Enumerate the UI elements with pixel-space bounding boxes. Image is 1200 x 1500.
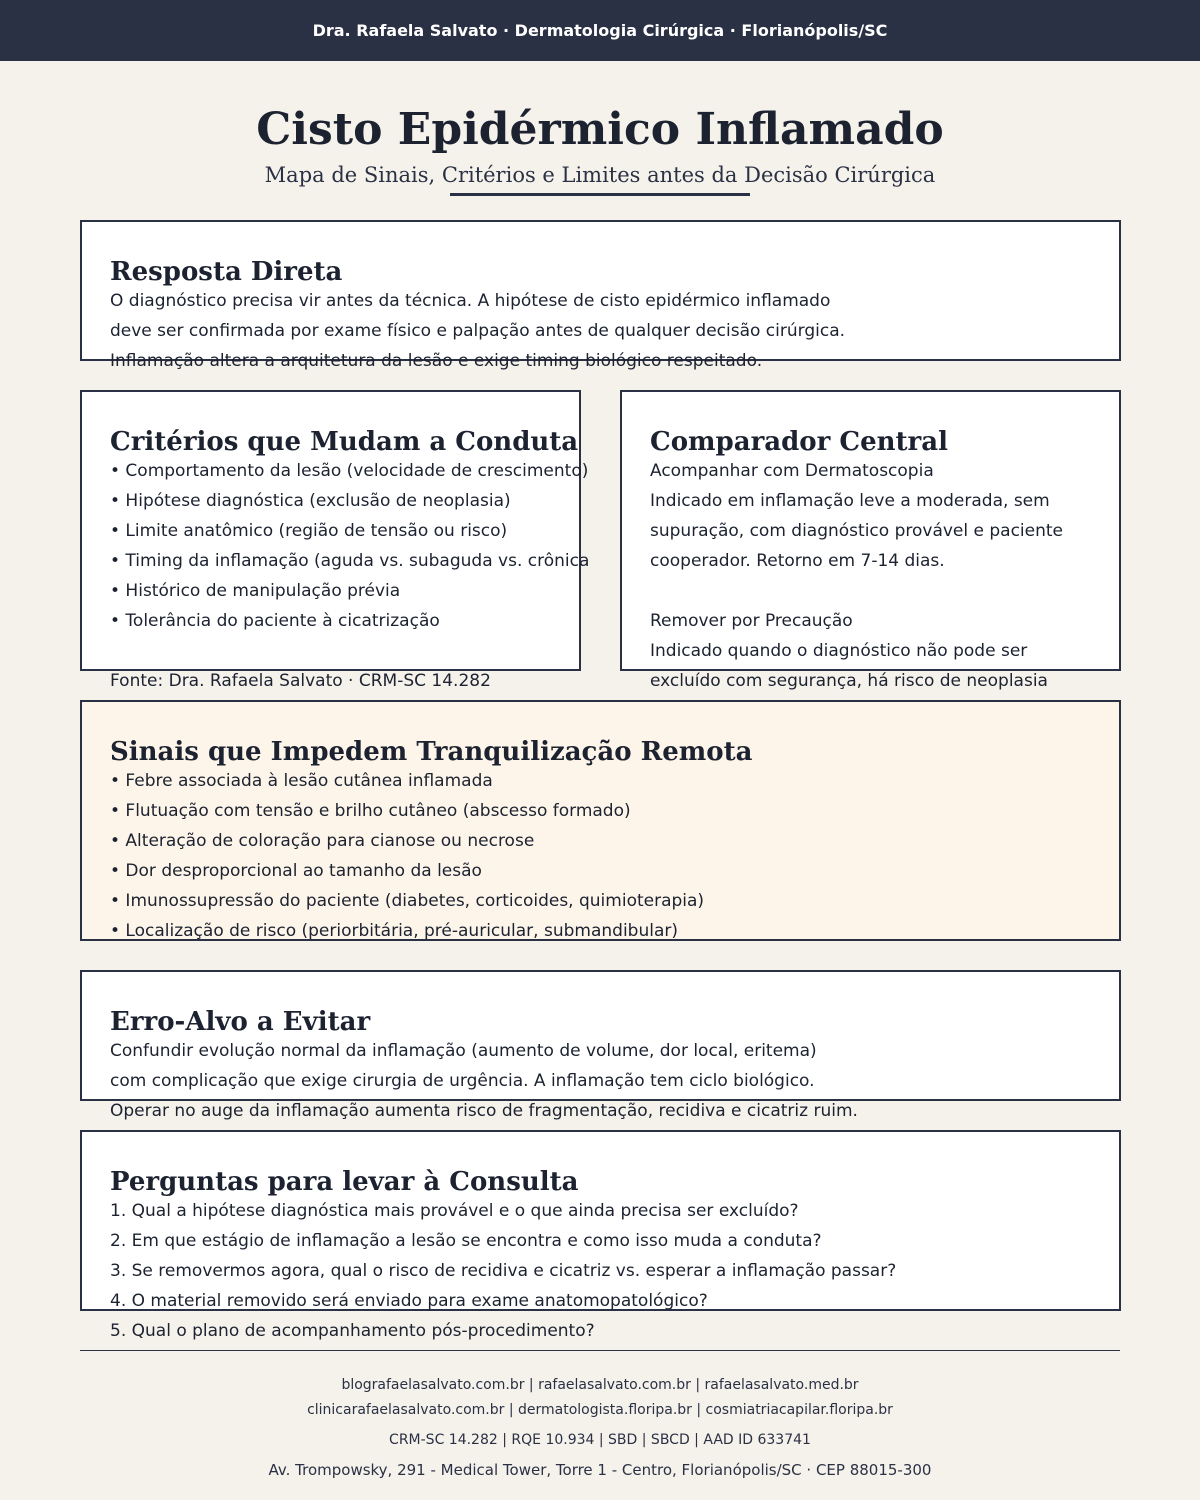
warning-signs-heading: Sinais que Impedem Tranquilização Remota <box>110 737 753 767</box>
list-item: 4. O material removido será enviado para exame anatomopatológico? <box>110 1291 708 1311</box>
text-line: excluído com segurança, há risco de neoplasia <box>650 671 1048 691</box>
list-item: • Tolerância do paciente à cicatrização <box>110 611 440 631</box>
header-bar <box>0 0 1200 61</box>
footer-address: Av. Trompowsky, 291 - Medical Tower, Torre 1 - Centro, Florianópolis/SC · CEP 88015-300 <box>268 1461 932 1479</box>
target-error-card <box>80 970 1121 1121</box>
footer-divider <box>80 1350 1120 1351</box>
list-item: • Alteração de coloração para cianose ou necrose <box>110 831 535 851</box>
direct-answer-heading: Resposta Direta <box>110 257 343 287</box>
text-line: cooperador. Retorno em 7-14 dias. <box>650 551 945 571</box>
list-item: • Comportamento da lesão (velocidade de crescimento) <box>110 461 589 481</box>
text-line: Confundir evolução normal da inflamação (aumento de volume, dor local, eritema) <box>110 1041 817 1061</box>
list-item: • Febre associada à lesão cutânea inflamada <box>110 771 493 791</box>
list-item: • Hipótese diagnóstica (exclusão de neoplasia) <box>110 491 511 511</box>
option-title: Acompanhar com Dermatoscopia <box>650 461 934 481</box>
direct-answer-card <box>80 220 1121 371</box>
criteria-heading: Critérios que Mudam a Conduta <box>110 427 579 457</box>
page-subtitle: Mapa de Sinais, Critérios e Limites antes da Decisão Cirúrgica <box>264 163 936 187</box>
spacer-line <box>650 576 1063 606</box>
list-item: • Timing da inflamação (aguda vs. subaguda vs. crônica <box>110 551 590 571</box>
source-line: Fonte: Dra. Rafaela Salvato · CRM-SC 14.282 <box>110 671 491 691</box>
subtitle-underline <box>450 193 750 196</box>
text-line: Indicado em inflamação leve a moderada, sem <box>650 491 1050 511</box>
text-line: Operar no auge da inflamação aumenta risco de fragmentação, recidiva e cicatriz ruim. <box>110 1101 858 1121</box>
footer-registry: CRM-SC 14.282 | RQE 10.934 | SBD | SBCD | AAD ID 633741 <box>389 1432 811 1448</box>
questions-list <box>110 1196 896 1346</box>
target-error-text <box>110 1036 858 1126</box>
list-item: 2. Em que estágio de inflamação a lesão se encontra e como isso muda a conduta? <box>110 1231 822 1251</box>
option-title: Remover por Precaução <box>650 611 853 631</box>
warning-signs-card <box>80 700 1121 941</box>
text-line: Inflamação altera a arquitetura da lesão e exige timing biológico respeitado. <box>110 351 763 371</box>
warning-signs-list <box>110 766 704 946</box>
direct-answer-text <box>110 286 845 376</box>
list-item: • Histórico de manipulação prévia <box>110 581 401 601</box>
page-title: Cisto Epidérmico Inflamado <box>256 104 944 155</box>
list-item: 1. Qual a hipótese diagnóstica mais provável e o que ainda precisa ser excluído? <box>110 1201 799 1221</box>
text-line: supuração, com diagnóstico provável e paciente <box>650 521 1064 541</box>
footer-sites-line-1: blografaelasalvato.com.br | rafaelasalvato.com.br | rafaelasalvato.med.br <box>341 1377 859 1393</box>
text-line: O diagnóstico precisa vir antes da técnica. A hipótese de cisto epidérmico inflamado <box>110 291 831 311</box>
list-item: 3. Se removermos agora, qual o risco de recidiva e cicatriz vs. esperar a inflamação passar? <box>110 1261 897 1281</box>
header-bar-text: Dra. Rafaela Salvato · Dermatologia Cirúrgica · Florianópolis/SC <box>312 21 888 40</box>
comparator-heading: Comparador Central <box>650 427 948 457</box>
text-line: deve ser confirmada por exame físico e palpação antes de qualquer decisão cirúrgica. <box>110 321 846 341</box>
list-item: 5. Qual o plano de acompanhamento pós-procedimento? <box>110 1321 595 1341</box>
footer-sites-line-2: clinicarafaelasalvato.com.br | dermatologista.floripa.br | cosmiatriacapilar.floripa.br <box>307 1402 893 1418</box>
list-item: • Localização de risco (periorbitária, pré-auricular, submandibular) <box>110 921 678 941</box>
criteria-list <box>110 456 589 696</box>
spacer-line <box>110 636 589 666</box>
questions-heading: Perguntas para levar à Consulta <box>110 1167 579 1197</box>
comparator-card <box>620 390 1121 691</box>
text-line: Indicado quando o diagnóstico não pode ser <box>650 641 1028 661</box>
target-error-heading: Erro-Alvo a Evitar <box>110 1007 371 1037</box>
list-item: • Flutuação com tensão e brilho cutâneo (abscesso formado) <box>110 801 631 821</box>
criteria-card <box>80 390 590 691</box>
list-item: • Imunossupressão do paciente (diabetes, corticoides, quimioterapia) <box>110 891 705 911</box>
text-line: com complicação que exige cirurgia de urgência. A inflamação tem ciclo biológico. <box>110 1071 815 1091</box>
comparator-text <box>650 456 1063 726</box>
list-item: • Dor desproporcional ao tamanho da lesão <box>110 861 482 881</box>
list-item: • Limite anatômico (região de tensão ou risco) <box>110 521 508 541</box>
questions-card <box>80 1130 1121 1341</box>
